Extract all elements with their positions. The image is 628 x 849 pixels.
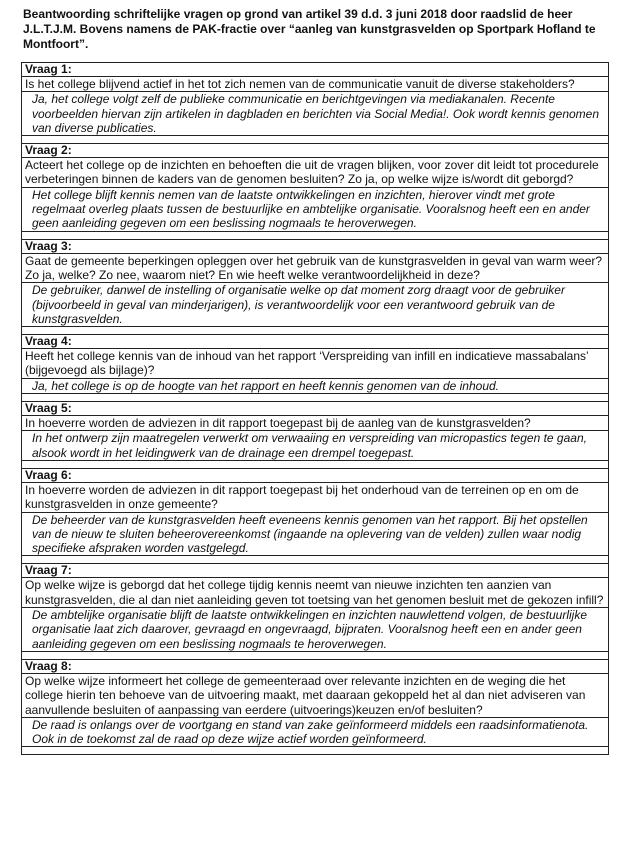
row-divider <box>22 394 608 402</box>
answer-text: De beheerder van de kunstgrasvelden heeft eveneens kennis genomen van het rapport. Bij het opstellen van de nieuw te sluiten beheerovereenkomst (ingaande na oplevering van de velden) zullen waar nodig specifieke afspraken worden vastgelegd. <box>22 513 608 557</box>
row-divider <box>22 747 608 755</box>
question-text: Op welke wijze is geborgd dat het college tijdig kennis neemt van nieuwe inzichten ten aanzien van kunstgrasvelden, die al dan niet aanleiding geven tot toetsing van het genomen besluit met de gekozen infill? <box>22 578 608 608</box>
question-block <box>22 660 608 755</box>
answer-text: De ambtelijke organisatie blijft de laatste ontwikkelingen en inzichten nauwlettend volgen, de bestuurlijke organisatie laat zich daarover, gevraagd en ongevraagd, bijpraten. Vooralsnog heeft een en ander geen aanleiding gegeven om een beslissing nogmaals te heroverwegen. <box>22 608 608 652</box>
question-label: Vraag 4: <box>22 335 608 349</box>
answer-text: In het ontwerp zijn maatregelen verwerkt om verwaaiing en verspreiding van micropastics tegen te gaan, alsook wordt in het leidingwerk van de drainage een drempel toegepast. <box>22 431 608 461</box>
question-text: In hoeverre worden de adviezen in dit rapport toegepast bij het onderhoud van de terreinen op en om de kunstgrasvelden in onze gemeente? <box>22 483 608 513</box>
answer-text: Ja, het college volgt zelf de publieke communicatie en berichtgevingen via mediakanalen. Recente voorbeelden hiervan zijn artikelen in dagbladen en berichten via Social Media!. Ook wordt kennis genomen van diverse publicaties. <box>22 92 608 136</box>
question-text: Is het college blijvend actief in het tot zich nemen van de communicatie vanuit de diverse stakeholders? <box>22 77 608 92</box>
question-label: Vraag 6: <box>22 469 608 483</box>
answer-text: Het college blijft kennis nemen van de laatste ontwikkelingen en inzichten, hierover vindt met grote regelmaat overleg plaats tussen de bestuurlijke en ambtelijke organisatie. Vooralsnog heeft een en ander geen aanleiding gegeven om een beslissing nogmaals te heroverwegen. <box>22 188 608 232</box>
row-divider <box>22 652 608 660</box>
document-title: Beantwoording schriftelijke vragen op grond van artikel 39 d.d. 3 juni 2018 door raadslid de heer J.L.T.J.M. Bovens namens de PAK-fractie over “aanleg van kunstgrasvelden op Sportpark Hofland te Montfoort”. <box>23 7 596 51</box>
question-block <box>22 63 608 144</box>
row-divider <box>22 327 608 335</box>
answer-text: De gebruiker, danwel de instelling of organisatie welke op dat moment zorg draagt voor de gebruiker (bijvoorbeeld in geval van minderjarigen), is verantwoordelijk voor een verantwoord gebruik van de kunstgrasvelden. <box>22 283 608 327</box>
question-text: Gaat de gemeente beperkingen opleggen over het gebruik van de kunstgrasvelden in geval van warm weer? Zo ja, welke? Zo nee, waarom niet? En wie heeft welke verantwoordelijkheid in deze? <box>22 254 608 284</box>
question-label: Vraag 8: <box>22 660 608 674</box>
question-text: Acteert het college op de inzichten en behoeften die uit de vragen blijken, voor zover dit leidt tot procedurele verbeteringen binnen de kaders van de genomen besluiten? Zo ja, op welke wijze is/wordt dit geborgd? <box>22 158 608 188</box>
answer-text: Ja, het college is op de hoogte van het rapport en heeft kennis genomen van de inhoud. <box>22 379 608 394</box>
question-block <box>22 402 608 469</box>
row-divider <box>22 556 608 564</box>
question-block <box>22 144 608 239</box>
question-block <box>22 469 608 564</box>
row-divider <box>22 136 608 144</box>
row-divider <box>22 461 608 469</box>
question-text: In hoeverre worden de adviezen in dit rapport toegepast bij de aanleg van de kunstgrasvelden? <box>22 416 608 431</box>
question-label: Vraag 7: <box>22 564 608 578</box>
question-block <box>22 240 608 335</box>
question-label: Vraag 5: <box>22 402 608 416</box>
row-divider <box>22 232 608 240</box>
question-block <box>22 564 608 659</box>
question-label: Vraag 2: <box>22 144 608 158</box>
questions-table <box>21 62 609 755</box>
answer-text: De raad is onlangs over de voortgang en stand van zake geïnformeerd middels een raadsinformatienota. Ook in de toekomst zal de raad op deze wijze actief worden geïnformeerd. <box>22 718 608 748</box>
question-text: Heeft het college kennis van de inhoud van het rapport ‘Verspreiding van infill en indicatieve massabalans’ (bijgevoegd als bijlage)? <box>22 349 608 379</box>
question-text: Op welke wijze informeert het college de gemeenteraad over relevante inzichten en de weging die het college hierin ten behoeve van de uitvoering maakt, met daaraan gekoppeld het al dan niet adviseren van aanvullende besluiten of aanpassing van eerdere (uitvoerings)keuzen en/of besluiten? <box>22 674 608 718</box>
question-block <box>22 335 608 402</box>
question-label: Vraag 1: <box>22 63 608 77</box>
question-label: Vraag 3: <box>22 240 608 254</box>
